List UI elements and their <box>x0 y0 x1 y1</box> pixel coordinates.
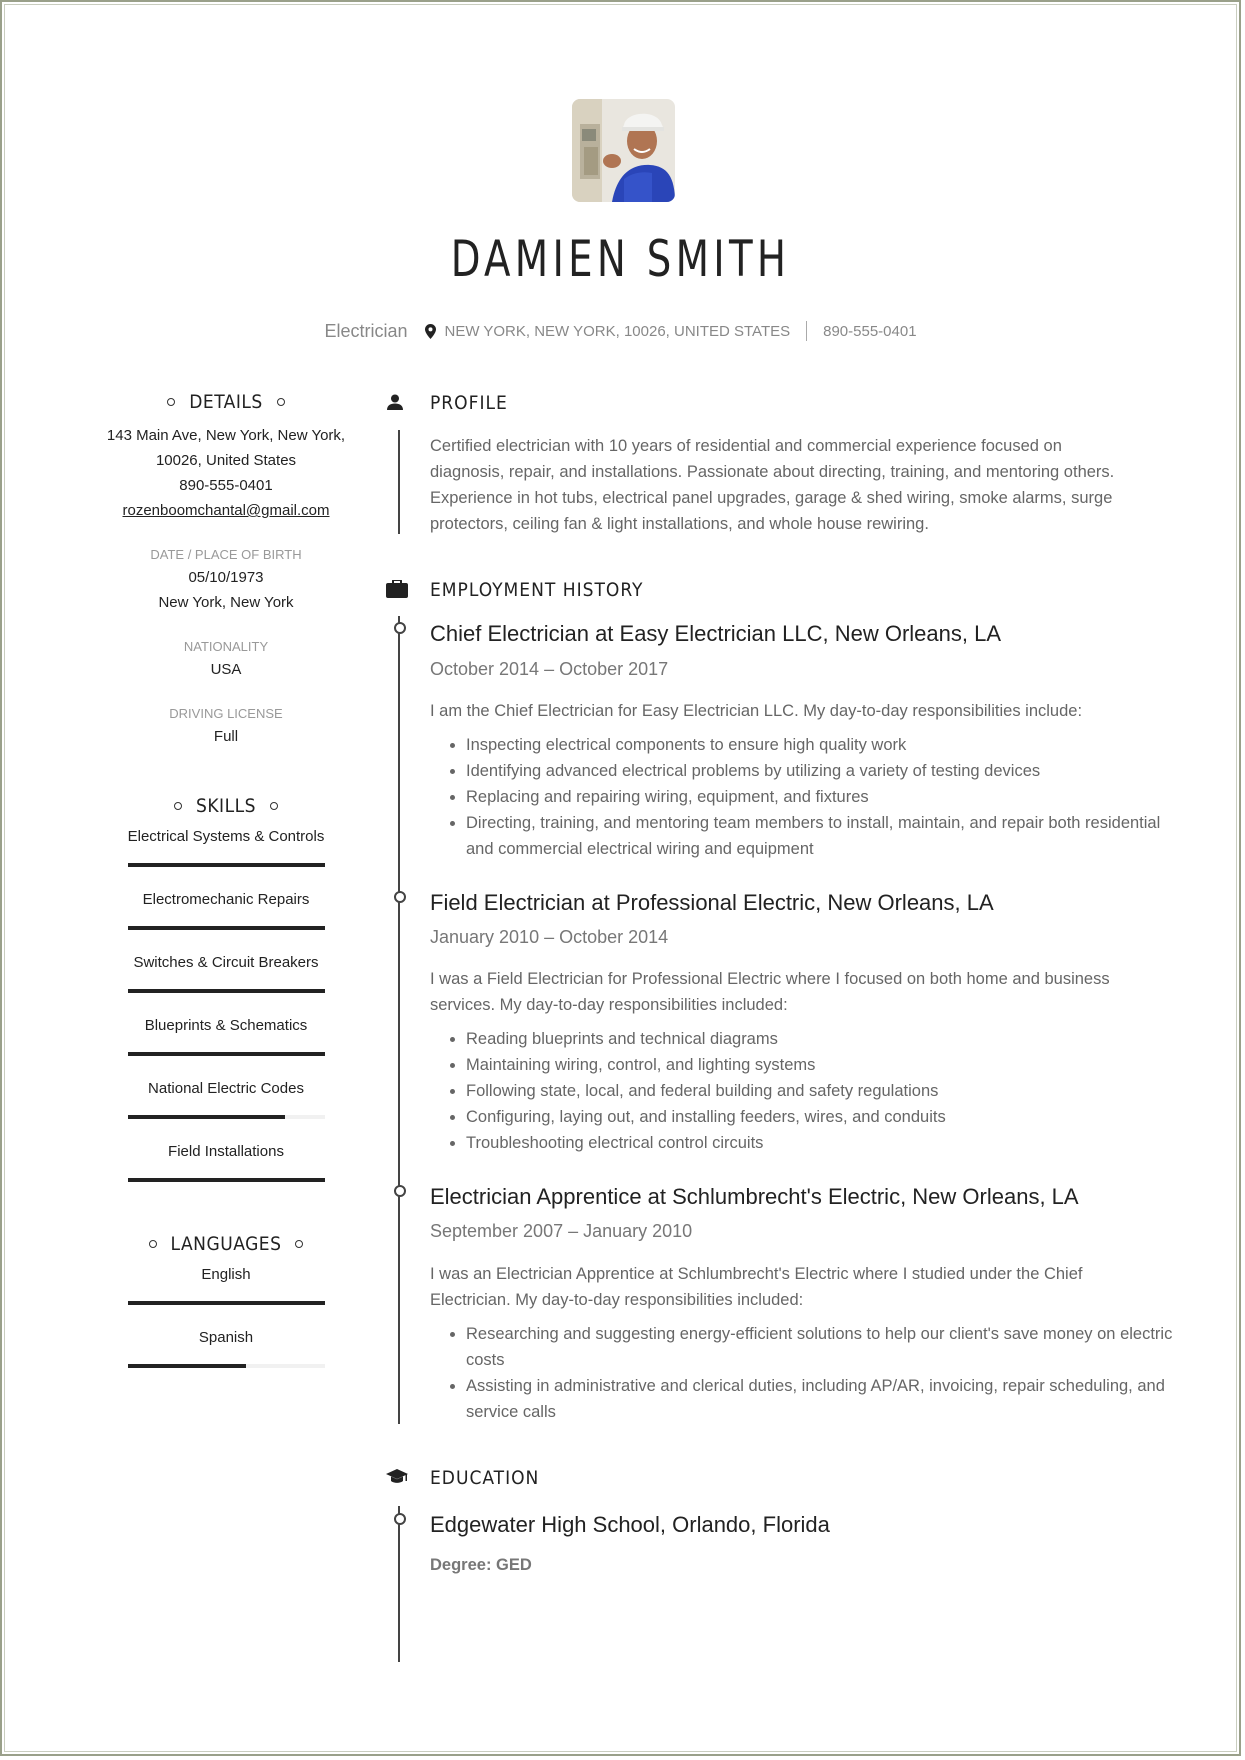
education-heading: EDUCATION <box>430 1467 540 1489</box>
language-level-fill <box>128 1301 325 1305</box>
timeline-line <box>398 430 400 534</box>
divider <box>806 321 807 341</box>
dob-value: 05/10/1973 <box>188 569 264 586</box>
email-link[interactable]: rozenboomchantal@gmail.com <box>122 502 330 519</box>
list-item: • Directing, training, and mentoring team members to install, maintain, and repair both residential and commercial electrical wiring and equipment <box>466 810 1186 862</box>
skill-level-fill <box>128 1052 325 1056</box>
skill-level-bar <box>128 1178 325 1182</box>
address-line-2: 10026, United States <box>155 452 297 469</box>
list-item: • Assisting in administrative and clerical duties, including AP/AR, invoicing, repair scheduling, and service calls <box>466 1373 1186 1425</box>
job-3-dates: September 2007 – January 2010 <box>430 1221 693 1241</box>
skill-name: National Electric Codes <box>148 1080 304 1097</box>
list-item: • Configuring, laying out, and installing feeders, wires, and conduits <box>466 1104 1186 1130</box>
bullet-circle-icon <box>167 398 175 406</box>
list-item: • Replacing and repairing wiring, equipment, and fixtures <box>466 784 1186 810</box>
nationality-label: NATIONALITY <box>183 639 269 654</box>
school-name: Edgewater High School, Orlando, Florida <box>430 1512 830 1537</box>
job-1-intro: I am the Chief Electrician for Easy Electrician LLC. My day-to-day responsibilities include: <box>430 702 1083 720</box>
skill-level-bar <box>128 989 325 993</box>
profile-photo <box>572 99 675 202</box>
list-item: • Troubleshooting electrical control circuits <box>466 1130 1186 1156</box>
job-2-title: Field Electrician at Professional Electric, New Orleans, LA <box>430 890 994 915</box>
skill-level-fill <box>128 1178 325 1182</box>
job-3-bullets <box>430 1321 1186 1425</box>
person-icon <box>386 394 404 410</box>
skill-level-fill <box>128 1115 286 1119</box>
skill-item <box>102 1014 350 1056</box>
skill-item <box>102 951 350 993</box>
skill-name: Blueprints & Schematics <box>144 1017 308 1034</box>
header-phone: 890-555-0401 <box>823 322 917 340</box>
skill-name: Field Installations <box>168 1143 284 1160</box>
skill-item <box>102 1077 350 1119</box>
skill-level-fill <box>128 863 325 867</box>
skill-name: Switches & Circuit Breakers <box>133 954 319 971</box>
job-2-intro: I was a Field Electrician for Professional Electric where I focused on both home and business services. My day-to-day responsibilities included: <box>430 970 1110 1014</box>
location-pin-icon <box>425 324 436 339</box>
skill-name: Electromechanic Repairs <box>142 891 310 908</box>
skill-name: Electrical Systems & Controls <box>127 828 325 845</box>
skill-level-bar <box>128 863 325 867</box>
job-2-bullets <box>430 1026 1186 1156</box>
header-subline <box>2 319 1239 343</box>
details-phone: 890-555-0401 <box>179 477 273 494</box>
graduation-cap-icon <box>386 1468 408 1486</box>
skill-level-bar <box>128 1115 325 1119</box>
nationality-value: USA <box>210 661 242 678</box>
language-level-fill <box>128 1364 246 1368</box>
timeline-node <box>394 891 406 903</box>
skill-item <box>102 825 350 867</box>
timeline-node <box>394 1185 406 1197</box>
address-line-1: 143 Main Ave, New York, New York, <box>106 427 346 444</box>
job-title: Electrician <box>324 320 408 341</box>
skill-item <box>102 888 350 930</box>
degree: Degree: GED <box>430 1556 532 1574</box>
bullet-circle-icon <box>295 1240 303 1248</box>
license-value: Full <box>213 728 239 745</box>
list-item: • Reading blueprints and technical diagrams <box>466 1026 1186 1052</box>
skill-level-bar <box>128 1052 325 1056</box>
list-item: • Maintaining wiring, control, and lighting systems <box>466 1052 1186 1078</box>
skill-item <box>102 1140 350 1182</box>
job-3-intro: I was an Electrician Apprentice at Schlumbrecht's Electric where I studied under the Chief Electrician. My day-to-day responsibilities included: <box>430 1265 1083 1309</box>
job-1-title: Chief Electrician at Easy Electrician LLC, New Orleans, LA <box>430 621 1002 646</box>
bullet-circle-icon <box>174 802 182 810</box>
bullet-circle-icon <box>277 398 285 406</box>
language-item <box>102 1326 350 1368</box>
license-label: DRIVING LICENSE <box>169 706 283 721</box>
timeline-node <box>394 1513 406 1525</box>
timeline-line <box>398 1506 400 1662</box>
languages-list <box>102 1263 350 1368</box>
languages-heading: LANGUAGES <box>102 1229 350 1259</box>
skill-level-fill <box>128 926 325 930</box>
bullet-circle-icon <box>270 802 278 810</box>
language-level-bar <box>128 1364 325 1368</box>
skill-level-bar <box>128 926 325 930</box>
list-item: • Researching and suggesting energy-efficient solutions to help our client's save money on electric costs <box>466 1321 1186 1373</box>
briefcase-icon <box>386 580 408 598</box>
job-2-dates: January 2010 – October 2014 <box>430 927 669 947</box>
bullet-circle-icon <box>149 1240 157 1248</box>
job-1-bullets <box>430 732 1186 862</box>
skill-level-fill <box>128 989 325 993</box>
profile-heading: PROFILE <box>430 392 508 414</box>
list-item: • Following state, local, and federal building and safety regulations <box>466 1078 1186 1104</box>
details-heading: DETAILS <box>102 387 350 417</box>
timeline-node <box>394 622 406 634</box>
header-location <box>425 323 790 340</box>
skills-heading: SKILLS <box>102 791 350 821</box>
language-name: English <box>201 1266 251 1283</box>
profile-summary: Certified electrician with 10 years of residential and commercial experience focused on diagnosis, repair, and installations. Passionate about directing, training, and mentoring others. Experience in hot tubs, electrical panel upgrades, garage & shed wiring, smoke alarms, surge protectors, ceiling fan & light installations, and whole house rewiring. <box>430 437 1115 533</box>
dob-label: DATE / PLACE OF BIRTH <box>150 547 302 562</box>
job-3-title: Electrician Apprentice at Schlumbrecht's Electric, New Orleans, LA <box>430 1184 1079 1209</box>
birthplace-value: New York, New York <box>158 594 294 611</box>
timeline-line <box>398 616 400 1424</box>
employment-heading: EMPLOYMENT HISTORY <box>430 579 644 601</box>
location-text: NEW YORK, NEW YORK, 10026, UNITED STATES <box>444 322 791 340</box>
job-1-dates: October 2014 – October 2017 <box>430 659 669 679</box>
list-item: • Identifying advanced electrical problems by utilizing a variety of testing devices <box>466 758 1186 784</box>
skills-list <box>102 825 350 1182</box>
language-item <box>102 1263 350 1305</box>
language-name: Spanish <box>198 1329 254 1346</box>
language-level-bar <box>128 1301 325 1305</box>
sidebar <box>102 387 350 1389</box>
list-item: • Inspecting electrical components to ensure high quality work <box>466 732 1186 758</box>
candidate-name: DAMIEN SMITH <box>450 230 791 288</box>
